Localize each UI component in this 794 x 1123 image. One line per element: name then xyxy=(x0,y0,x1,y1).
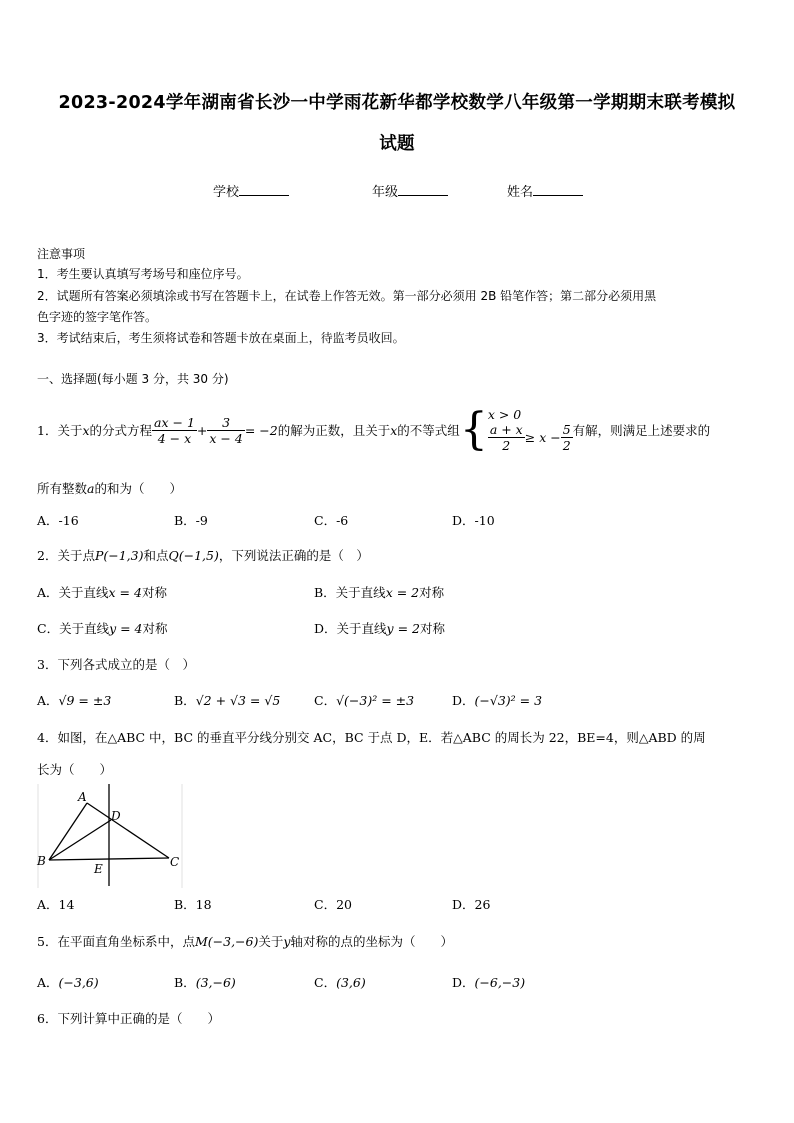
name-label: 姓名 xyxy=(507,185,534,200)
q2-option-c[interactable] xyxy=(37,619,168,637)
grade-field xyxy=(372,181,448,200)
q1-option-c[interactable]: C．-6 xyxy=(314,513,349,528)
label-e: E xyxy=(94,862,103,876)
q5-option-c[interactable] xyxy=(314,973,366,991)
q1-frac2-den: x − 4 xyxy=(209,430,243,446)
q1-sys-frac1-den: 2 xyxy=(502,438,511,453)
notice-item-2-cont: 色字迹的签字笔作答。 xyxy=(37,310,158,324)
q2-opt-b-math: x = 2 xyxy=(385,585,420,600)
q1-sys-frac1 xyxy=(488,422,525,453)
q2-point-p: P(−1,3) xyxy=(94,548,144,563)
q1-frac2-num: 3 xyxy=(207,415,244,431)
q1-frac1-den: 4 − x xyxy=(157,430,192,446)
label-c: C xyxy=(170,855,180,869)
question-6-stem: 6．下列计算中正确的是（ ） xyxy=(37,1011,220,1026)
q5-opt-a-label: A． xyxy=(37,975,59,990)
q5-option-a[interactable] xyxy=(37,973,99,991)
q1-line2a: 所有整数 xyxy=(37,481,88,496)
q3-opt-d-label: D． xyxy=(452,693,475,708)
q5-opt-b-math: (3,−6) xyxy=(195,975,236,990)
q1-option-d[interactable]: D．-10 xyxy=(452,513,495,528)
q4-option-a[interactable]: A．14 xyxy=(37,897,75,912)
q3-option-a[interactable] xyxy=(37,691,111,709)
name-blank xyxy=(533,183,583,196)
grade-blank xyxy=(398,183,448,196)
q2-stem-a: 2．关于点 xyxy=(37,548,95,563)
q2-opt-a-math: x = 4 xyxy=(108,585,142,600)
notice-item-2: 2．试题所有答案必须填涂或书写在答题卡上，在试卷上作答无效。第一部分必须用 2B 铅笔作答；第二部分必须用黑 xyxy=(37,289,657,303)
q2-stem-b: 和点 xyxy=(143,548,169,563)
q2-point-q: Q(−1,5) xyxy=(168,548,219,563)
grade-label: 年级 xyxy=(372,185,399,200)
page-title-line2: 试题 xyxy=(379,134,415,154)
q2-opt-a-sym: 对称 xyxy=(141,585,167,600)
q1-plus: + xyxy=(196,422,208,438)
q5-stem-b: 关于 xyxy=(258,934,284,949)
q5-point-m: M(−3,−6) xyxy=(194,934,259,949)
q5-stem-a: 5．在平面直角坐标系中，点 xyxy=(37,934,195,949)
question-4-stem-cont: 长为（ ） xyxy=(37,762,113,777)
q1-sys-ge: ≥ x − xyxy=(524,430,561,445)
q1-inequality-system xyxy=(488,407,573,453)
q5-option-d[interactable] xyxy=(452,973,525,991)
q2-opt-a-label: A．关于直线 xyxy=(37,585,109,600)
q1-var-x-2: x xyxy=(390,422,398,438)
q1-mid3: 的不等式组 xyxy=(397,423,460,438)
q5-opt-d-math: (−6,−3) xyxy=(474,975,526,990)
side-ac xyxy=(87,803,169,858)
question-3-stem: 3．下列各式成立的是（ ） xyxy=(37,657,195,672)
q2-opt-b-label: B．关于直线 xyxy=(314,585,386,600)
q5-option-b[interactable] xyxy=(174,973,236,991)
q1-sys-frac2-num: 5 xyxy=(562,422,571,437)
q5-stem-c: 轴对称的点的坐标为（ ） xyxy=(290,934,453,949)
school-blank xyxy=(239,183,289,196)
q2-opt-c-sym: 对称 xyxy=(142,621,168,636)
q1-sys-frac1-num: a + x xyxy=(489,422,523,437)
school-label: 学校 xyxy=(213,185,240,200)
q4-option-c[interactable]: C．20 xyxy=(314,897,352,912)
page-title: 2023-2024学年湖南省长沙一中学雨花新华都学校数学八年级第一学期期末联考模拟 xyxy=(58,93,736,113)
q5-opt-d-label: D． xyxy=(452,975,475,990)
q1-fraction-2 xyxy=(207,415,244,446)
q1-option-b[interactable]: B．-9 xyxy=(174,513,208,528)
q2-option-a[interactable] xyxy=(37,583,167,601)
q3-option-c[interactable] xyxy=(314,691,414,709)
triangle-figure xyxy=(36,784,184,888)
q2-opt-d-sym: 对称 xyxy=(419,621,445,636)
notice-item-3: 3．考试结束后，考生须将试卷和答题卡放在桌面上，待监考员收回。 xyxy=(37,331,405,345)
q4-option-d[interactable]: D．26 xyxy=(452,897,491,912)
q2-stem-c: ，下列说法正确的是（ ） xyxy=(218,548,369,563)
notice-heading: 注意事项 xyxy=(37,247,86,261)
q5-opt-b-label: B． xyxy=(174,975,196,990)
label-d: D xyxy=(111,809,121,823)
school-field xyxy=(213,181,289,200)
q2-opt-d-math: y = 2 xyxy=(386,621,420,636)
q2-opt-d-label: D．关于直线 xyxy=(314,621,387,636)
q3-opt-c-math: √(−3)² = ±3 xyxy=(336,693,415,708)
q2-option-b[interactable] xyxy=(314,583,444,601)
q3-option-d[interactable] xyxy=(452,691,542,709)
q3-opt-c-label: C． xyxy=(314,693,337,708)
q3-opt-b-label: B． xyxy=(174,693,196,708)
q5-opt-a-math: (−3,6) xyxy=(58,975,99,990)
q3-opt-d-math: (−√3)² = 3 xyxy=(474,693,543,708)
question-5-stem xyxy=(37,932,453,950)
q1-eq: = −2 xyxy=(244,422,278,438)
q1-fraction-1 xyxy=(152,415,197,446)
q1-option-a[interactable]: A．-16 xyxy=(37,513,79,528)
q3-opt-a-math: √9 = ±3 xyxy=(58,693,112,708)
section-heading: 一、选择题(每小题 3 分，共 30 分) xyxy=(37,372,229,386)
q1-sys-line1: x > 0 xyxy=(487,407,522,422)
question-4-stem: 4．如图，在△ABC 中，BC 的垂直平分线分别交 AC，BC 于点 D，E．若△ABC 的周长为 22，BE=4，则△ABD 的周 xyxy=(37,730,706,745)
name-field xyxy=(507,181,583,200)
question-1-stem-cont xyxy=(37,479,182,497)
q1-frac1-num: ax − 1 xyxy=(154,414,195,430)
q5-opt-c-label: C． xyxy=(314,975,337,990)
q1-sys-line2 xyxy=(488,422,573,453)
q2-opt-b-sym: 对称 xyxy=(419,585,445,600)
q3-option-b[interactable] xyxy=(174,691,280,709)
q2-opt-c-math: y = 4 xyxy=(109,621,143,636)
q1-suffix: 有解，则满足上述要求的 xyxy=(572,423,711,438)
question-2-stem xyxy=(37,546,369,564)
q1-prefix: 1．关于 xyxy=(37,423,83,438)
q1-var-x: x xyxy=(82,422,90,438)
q5-var-y: y xyxy=(283,934,291,949)
label-a: A xyxy=(78,790,87,804)
q1-mid2: 的解为正数，且关于 xyxy=(277,423,391,438)
q4-option-b[interactable]: B．18 xyxy=(174,897,212,912)
notice-item-1: 1．考生要认真填写考场号和座位序号。 xyxy=(37,267,249,281)
q1-sys-frac2-den: 2 xyxy=(562,438,571,453)
q1-system-brace: { xyxy=(459,404,488,455)
q3-opt-b-math: √2 + √3 = √5 xyxy=(195,693,281,708)
q5-opt-c-math: (3,6) xyxy=(336,975,366,990)
q2-option-d[interactable] xyxy=(314,619,445,637)
q2-opt-c-label: C．关于直线 xyxy=(37,621,110,636)
q1-mid1: 的分式方程 xyxy=(89,423,153,438)
q1-line2b: 的和为（ ） xyxy=(94,481,182,496)
q1-var-a: a xyxy=(87,481,95,496)
q1-sys-frac2 xyxy=(561,422,573,453)
side-ab xyxy=(49,803,87,860)
question-1-stem xyxy=(37,397,710,463)
q3-opt-a-label: A． xyxy=(37,693,59,708)
segment-bd xyxy=(49,820,111,860)
label-b: B xyxy=(37,854,46,868)
